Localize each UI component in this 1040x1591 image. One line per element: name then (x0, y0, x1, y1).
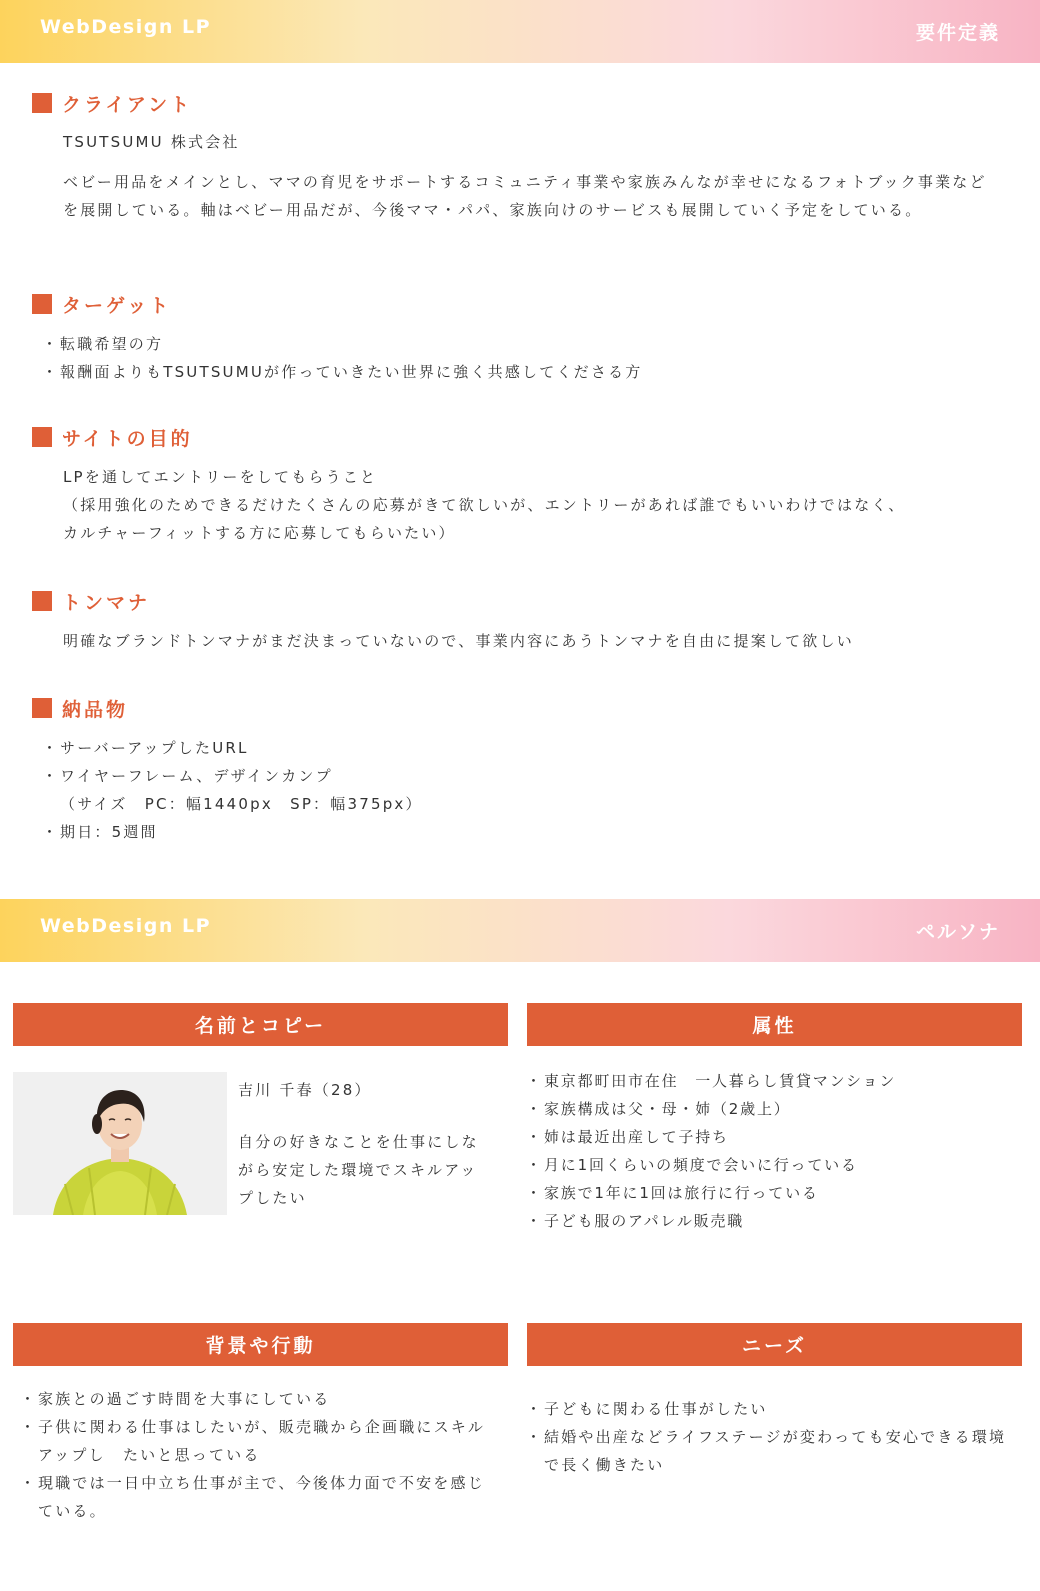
purpose-line: （採用強化のためできるだけたくさんの応募がきて欲しいが、エントリーがあれば誰でもいいわけではなく、 (63, 496, 906, 514)
heading-label: クライアント (62, 93, 193, 116)
list-item: ・ 月に1回くらいの頻度で会いに行っている (528, 1151, 1008, 1179)
list-item: ・ 家族で1年に1回は旅行に行っている (528, 1179, 1008, 1207)
section-title: 要件定義 (915, 22, 1000, 44)
heading-label: ターゲット (62, 294, 172, 317)
purpose-line: カルチャーフィットする方に応募してもらいたい） (63, 524, 456, 542)
list-item: ・ 報酬面よりもTSUTSUMUが作っていきたい世界に強く共感してくださる方 (44, 358, 642, 386)
needs-list (528, 1395, 1008, 1479)
persona-copy: 自分の好きなことを仕事にしながら安定した環境でスキルアップしたい (238, 1133, 479, 1207)
brand-title: WebDesign LP (40, 16, 212, 38)
heading-client (32, 90, 192, 116)
purpose-text (63, 463, 906, 547)
client-name: TSUTSUMU 株式会社 (63, 133, 240, 151)
section-title: ペルソナ (915, 921, 1000, 943)
header-band-persona (0, 899, 1040, 962)
list-item: ・ 子どもに関わる仕事がしたい (528, 1395, 1008, 1423)
heading-label: トンマナ (62, 591, 151, 614)
list-item: ・ 現職では一日中立ち仕事が主で、今後体力面で不安を感じている。 (22, 1469, 492, 1525)
list-item: ・ 子供に関わる仕事はしたいが、販売職から企画職にスキルアップし たいと思っている (22, 1413, 492, 1469)
list-item: ・ 東京都町田市在住 一人暮らし賃貸マンション (528, 1067, 1008, 1095)
list-item: ・ 結婚や出産などライフステージが変わっても安心できる環境で長く働きたい (528, 1423, 1008, 1479)
list-item-sub: （サイズ PC：幅1440px SP：幅375px） (60, 795, 423, 813)
target-list (44, 330, 642, 386)
square-bullet-icon (32, 93, 52, 113)
bar-behavior: 背景や行動 (13, 1323, 508, 1366)
heading-target (32, 291, 171, 317)
square-bullet-icon (32, 591, 52, 611)
attributes-list (528, 1067, 1008, 1235)
list-item: ・ 姉は最近出産して子持ち (528, 1123, 1008, 1151)
bar-attributes: 属性 (527, 1003, 1022, 1046)
purpose-line: LPを通してエントリーをしてもらうこと (63, 468, 378, 486)
list-item: ・ 転職希望の方 (44, 330, 642, 358)
list-item: ・ 期日：5週間 (44, 818, 423, 846)
square-bullet-icon (32, 294, 52, 314)
list-item: ・ 家族構成は父・母・姉（2歳上） (528, 1095, 1008, 1123)
square-bullet-icon (32, 427, 52, 447)
square-bullet-icon (32, 698, 52, 718)
bar-needs: ニーズ (527, 1323, 1022, 1366)
client-description: ベビー用品をメインとし、ママの育児をサポートするコミュニティ事業や家族みんなが幸せになるフォトブック事業などを展開している。軸はベビー用品だが、今後ママ・パパ、家族向けのサービスも展開していく予定をしている。 (63, 173, 987, 219)
heading-label: 納品物 (62, 698, 129, 721)
heading-label: サイトの目的 (62, 427, 193, 450)
persona-name: 吉川 千春（28） (238, 1081, 372, 1099)
brand-title: WebDesign LP (40, 915, 212, 937)
persona-illustration (13, 1072, 227, 1215)
deliverables-list (44, 734, 423, 846)
list-item: ・ 子ども服のアパレル販売職 (528, 1207, 1008, 1235)
behavior-list (22, 1385, 492, 1525)
persona-photo (13, 1072, 227, 1215)
bar-name-copy: 名前とコピー (13, 1003, 508, 1046)
heading-purpose (32, 424, 193, 450)
list-item: ・ 家族との過ごす時間を大事にしている (22, 1385, 492, 1413)
heading-tone (32, 588, 150, 614)
header-band-requirements (0, 0, 1040, 63)
tone-text: 明確なブランドトンマナがまだ決まっていないので、事業内容にあうトンマナを自由に提案して欲しい (63, 632, 854, 650)
list-item: ・ ワイヤーフレーム、デザインカンプ (44, 762, 423, 790)
heading-deliverables (32, 695, 128, 721)
list-item: ・ サーバーアップしたURL (44, 734, 423, 762)
